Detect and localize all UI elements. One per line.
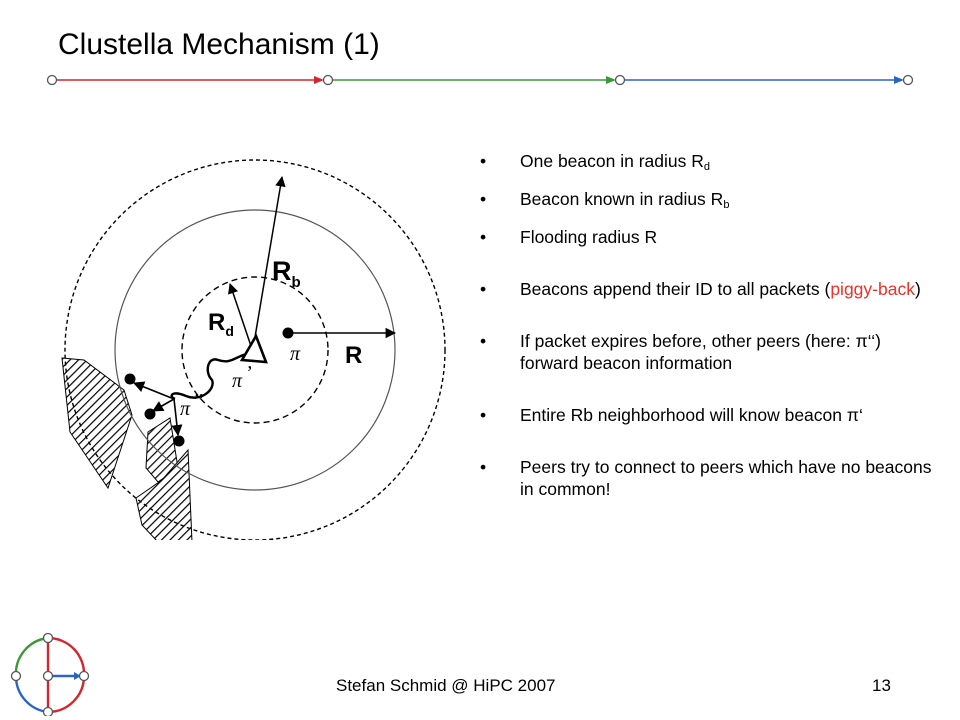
bullet-item: • One beacon in radius $R_d$ [480,151,710,173]
forward-arrow [153,399,174,411]
logo-node [44,672,53,681]
hatched-region [62,358,132,488]
peer-node [283,328,294,339]
page-number: 13 [872,676,891,695]
clustella-diagram [50,150,470,540]
bullet-dot-icon: • [480,227,487,247]
label-r: R [345,342,363,369]
title-underline [40,68,920,92]
peer-node [174,436,185,447]
bullet-dot-icon: • [480,405,487,425]
rule-arrowhead-blue [894,76,904,84]
bullet-dot-icon: • [480,151,487,171]
footer-author: Stefan Schmid @ HiPC 2007 [336,676,556,695]
rule-arrowhead-red [314,76,324,84]
label-pi-prime: π ’ [232,362,252,392]
logo-arc-green [16,638,48,676]
piggy-back-highlight: piggy-back [830,279,915,299]
rule-node [616,76,625,85]
bullet-dot-icon: • [480,331,487,351]
bullet-item: • Beacons append their ID to all packets (piggy-back) [480,279,921,299]
rule-node [48,76,57,85]
label-pi-dprime: π ’’ [180,390,204,420]
peer-node [125,374,136,385]
rule-node [904,76,913,85]
label-rd: $R_d$ [208,309,234,339]
forward-arrow [134,383,174,399]
rule-arrowhead-green [606,76,616,84]
beacon-triangle [242,336,266,362]
logo-node [12,672,21,681]
logo-node [44,708,53,717]
slide-title: Clustella Mechanism (1) [58,28,380,61]
bullet-item: • Flooding radius R [480,227,658,247]
logo-icon [8,632,96,716]
logo-arc-blue [16,676,48,712]
rule-node [324,76,333,85]
label-pi: π [290,343,301,365]
bullet-item: • If packet expires before, other peers (here: π‘‘) forward beacon information [480,331,881,373]
bullet-dot-icon: • [480,189,487,209]
logo-node [44,634,53,643]
bullet-dot-icon: • [480,279,487,299]
logo-node [80,672,89,681]
forward-arrow [174,399,178,435]
bullet-dot-icon: • [480,457,487,477]
label-rb: $R_b$ [272,256,301,291]
bullet-item: • Entire Rb neighborhood will know beacon π‘ [480,405,863,425]
bullet-item: • Peers try to connect to peers which have no beacons in common! [480,457,932,499]
bullet-list [478,150,938,500]
bullet-item: • Beacon known in radius $R_b$ [480,189,730,211]
rd-arrow [230,284,252,349]
